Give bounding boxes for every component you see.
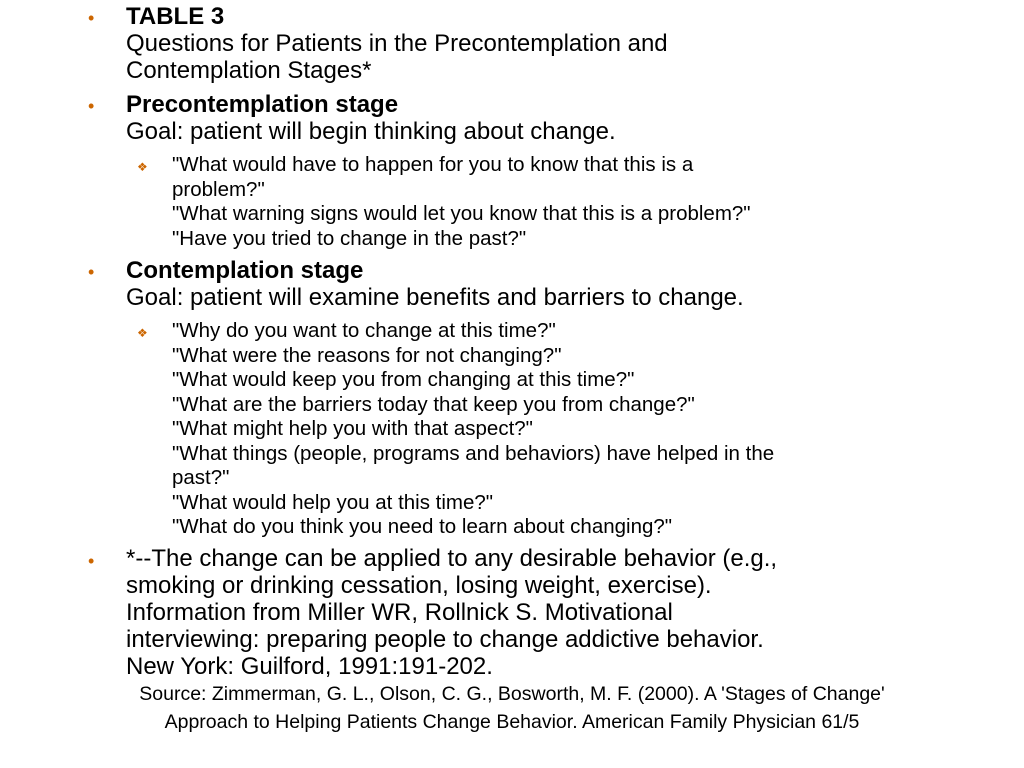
source-line: Source: Zimmerman, G. L., Olson, C. G., Bosworth, M. F. (2000). A 'Stages of Change'	[139, 683, 885, 705]
question-line: problem?"	[172, 177, 265, 201]
contemplation-questions	[172, 319, 972, 540]
question-line: "Have you tried to change in the past?"	[172, 226, 527, 250]
contemplation-block	[126, 257, 986, 311]
table3-block	[126, 3, 986, 84]
precontemplation-goal: Goal: patient will begin thinking about change.	[126, 118, 616, 145]
question-line: past?"	[172, 466, 230, 489]
question-line: "What things (people, programs and behaviors) have helped in the	[172, 441, 775, 465]
contemplation-heading: Contemplation stage	[126, 257, 364, 284]
precontemplation-questions	[172, 153, 972, 251]
dot-bullet-icon: •	[88, 262, 95, 282]
question-line: "What were the reasons for not changing?"	[172, 343, 562, 367]
table3-title-line: Questions for Patients in the Precontemplation and	[126, 30, 668, 57]
footnote-line: *--The change can be applied to any desirable behavior (e.g.,	[126, 545, 778, 572]
source-citation	[0, 680, 1024, 736]
source-line: Approach to Helping Patients Change Behavior. American Family Physician 61/5	[164, 711, 860, 733]
footnote-line: Information from Miller WR, Rollnick S. Motivational	[126, 599, 673, 626]
dot-bullet-icon: •	[88, 8, 95, 28]
question-line: "What might help you with that aspect?"	[172, 417, 533, 440]
footnote-line: New York: Guilford, 1991:191-202.	[126, 653, 493, 680]
footnote-line: interviewing: preparing people to change addictive behavior.	[126, 626, 764, 653]
question-line: "Why do you want to change at this time?"	[172, 319, 556, 342]
question-line: "What would have to happen for you to know that this is a	[172, 153, 694, 176]
footnote-line: smoking or drinking cessation, losing weight, exercise).	[126, 572, 712, 599]
diamond-bullet-icon: ❖	[137, 160, 148, 174]
footnote-block	[126, 545, 986, 680]
question-line: "What do you think you need to learn about changing?"	[172, 515, 673, 538]
question-line: "What warning signs would let you know that this is a problem?"	[172, 202, 751, 225]
contemplation-goal: Goal: patient will examine benefits and barriers to change.	[126, 284, 744, 311]
question-line: "What are the barriers today that keep you from change?"	[172, 392, 695, 416]
precontemplation-heading: Precontemplation stage	[126, 91, 399, 118]
precontemplation-block	[126, 91, 986, 145]
diamond-bullet-icon: ❖	[137, 326, 148, 340]
dot-bullet-icon: •	[88, 551, 95, 571]
question-line: "What would keep you from changing at this time?"	[172, 368, 635, 391]
question-line: "What would help you at this time?"	[172, 490, 494, 514]
table3-title-line: Contemplation Stages*	[126, 57, 372, 84]
dot-bullet-icon: •	[88, 96, 95, 116]
table3-heading: TABLE 3	[126, 3, 225, 30]
